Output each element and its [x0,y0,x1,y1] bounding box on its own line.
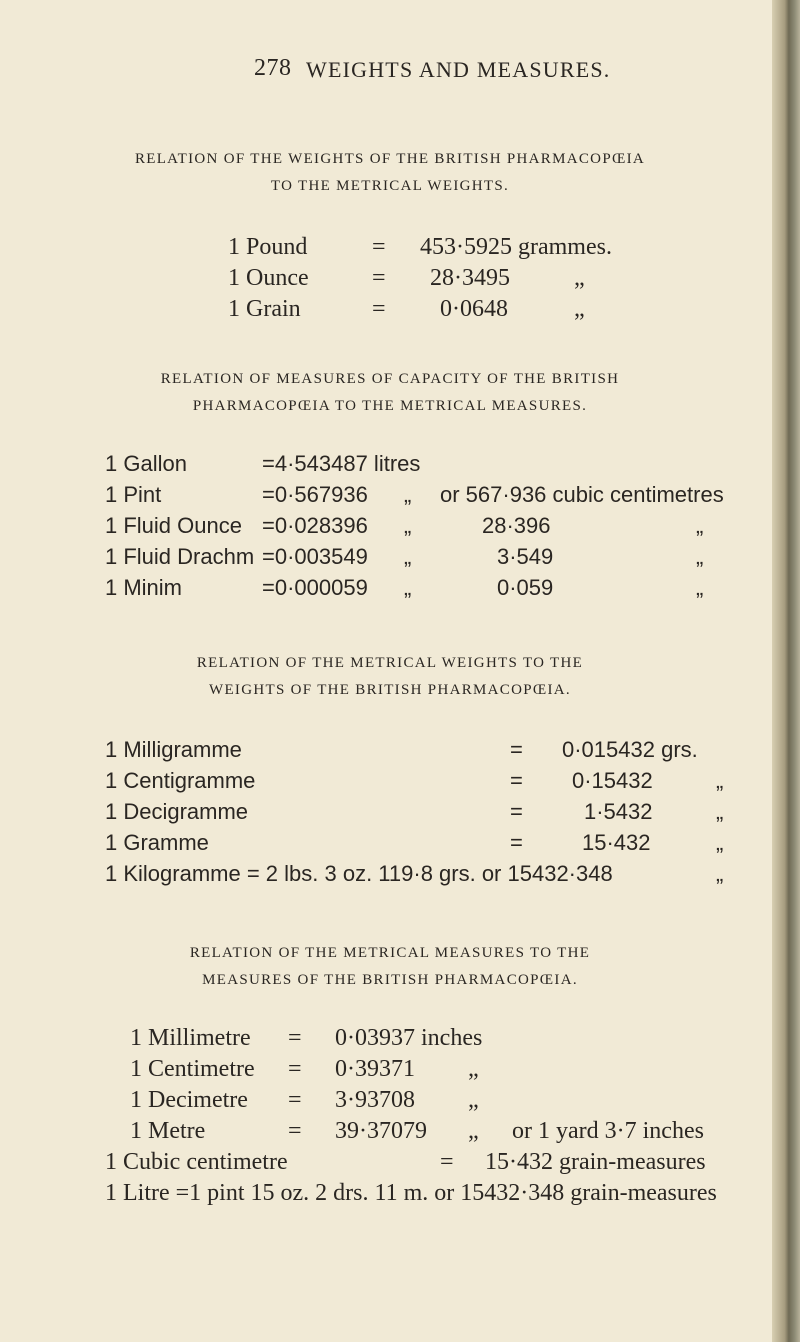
ditto-mark: „ [574,296,585,322]
equals-sign: = [288,1056,302,1082]
unit-label: 1 Decigramme [105,799,249,824]
ditto-mark: „ [404,544,412,569]
unit-label: 1 Centigramme [105,768,256,793]
ditto-mark: „ [716,768,724,793]
value: 0·015432 grs. [562,737,698,762]
value: 15·432 grain-measures [485,1149,706,1175]
unit-label: 1 Ounce [228,265,309,291]
unit-label: 1 Pound [228,234,308,260]
ditto-mark: „ [696,575,704,600]
value: 0·0648 [440,296,508,322]
value: =0·028396 [262,513,368,538]
equals-sign: = [372,296,386,322]
unit-label: 1 Gallon [105,451,187,476]
heading-line: WEIGHTS OF THE BRITISH PHARMACOPŒIA. [209,682,571,698]
heading-line: RELATION OF THE METRICAL WEIGHTS TO THE [196,655,584,671]
alternate-value: 0·059 [497,575,554,600]
value: =0·003549 [262,544,368,569]
value: 28·3495 [430,265,510,291]
unit-label: 1 Litre =1 pint 15 oz. 2 drs. 11 m. or 15432·348 grain-measures [105,1180,717,1206]
heading-line: PHARMACOPŒIA TO THE METRICAL MEASURES. [192,398,588,414]
value: 0·39371 [335,1056,415,1082]
heading-line: RELATION OF THE WEIGHTS OF THE BRITISH PHARMACOPŒIA [134,151,646,167]
heading-line: MEASURES OF THE BRITISH PHARMACOPŒIA. [202,972,578,988]
alternate-value: 3·549 [497,544,554,569]
unit-label: 1 Metre [130,1118,206,1144]
unit-label: 1 Kilogramme = 2 lbs. 3 oz. 119·8 grs. or 15432·348 [105,861,613,886]
equals-sign: = [510,830,523,855]
ditto-mark: „ [468,1118,479,1144]
value: 0·15432 [572,768,653,793]
equals-sign: = [288,1118,302,1144]
section-1-heading [0,146,780,200]
page-header [0,55,780,95]
value: 15·432 [582,830,651,855]
equals-sign: = [510,768,523,793]
unit-label: 1 Gramme [105,830,209,855]
equals-sign: = [288,1087,302,1113]
unit-label: 1 Milligramme [105,737,242,762]
alternate-value: 28·396 [482,513,551,538]
value: 0·03937 inches [335,1025,483,1051]
value: =4·543487 litres [262,451,421,476]
equals-sign: = [372,234,386,260]
equals-sign: = [288,1025,302,1051]
section-4-heading [0,940,780,994]
ditto-mark: „ [716,830,724,855]
value: 39·37079 [335,1118,427,1144]
alternate-value: or 1 yard 3·7 inches [512,1118,704,1144]
ditto-mark: „ [404,575,412,600]
heading-line: RELATION OF THE METRICAL MEASURES TO THE [189,945,591,961]
unit-label: 1 Centimetre [130,1056,255,1082]
alternate-value: or 567·936 cubic centimetres [440,482,724,507]
page-number: 278 [254,55,292,81]
ditto-mark: „ [404,513,412,538]
ditto-mark: „ [696,544,704,569]
heading-line: RELATION OF MEASURES OF CAPACITY OF THE BRITISH [160,371,620,387]
heading-line: TO THE METRICAL WEIGHTS. [270,178,510,194]
running-title: WEIGHTS AND MEASURES. [306,57,611,82]
value: =0·567936 [262,482,368,507]
ditto-mark: „ [468,1056,479,1082]
unit-label: 1 Grain [228,296,301,322]
equals-sign: = [510,737,523,762]
unit-label: 1 Decimetre [130,1087,248,1113]
unit-label: 1 Fluid Ounce [105,513,242,538]
equals-sign: = [440,1149,454,1175]
value: =0·000059 [262,575,368,600]
value: 453·5925 grammes. [420,234,612,260]
unit-label: 1 Fluid Drachm [105,544,255,569]
equals-sign: = [372,265,386,291]
ditto-mark: „ [716,861,724,886]
unit-label: 1 Cubic centimetre [105,1149,288,1175]
ditto-mark: „ [696,513,704,538]
value: 3·93708 [335,1087,415,1113]
ditto-mark: „ [716,799,724,824]
unit-label: 1 Minim [105,575,183,600]
equals-sign: = [510,799,523,824]
unit-label: 1 Millimetre [130,1025,251,1051]
ditto-mark: „ [404,482,412,507]
ditto-mark: „ [574,265,585,291]
ditto-mark: „ [468,1087,479,1113]
unit-label: 1 Pint [105,482,162,507]
value: 1·5432 [584,799,653,824]
section-3-heading [0,650,780,704]
section-2-heading [0,366,780,420]
